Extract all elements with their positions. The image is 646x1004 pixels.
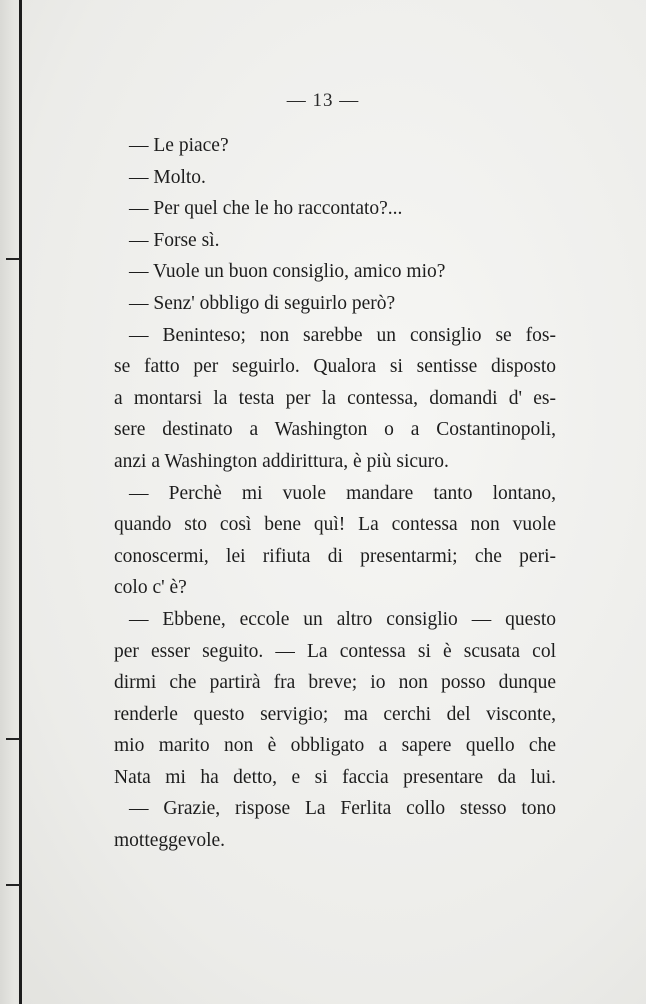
text-line: — Forse sì. [129,229,220,251]
text-line: — Grazie, rispose La Ferlita collo stesso tono [129,798,556,820]
text-line: Nata mi ha detto, e si faccia presentare da lui. [114,766,556,788]
text-line: conoscermi, lei rifiuta di presentarmi; che peri- [114,545,556,567]
text-line: — Senz' obbligo di seguirlo però? [129,292,396,314]
text-line: renderle questo servigio; ma cerchi del visconte, [114,703,556,725]
text-line: — Beninteso; non sarebbe un consiglio se fos- [129,324,556,346]
text-line: — Vuole un buon consiglio, amico mio? [129,261,446,283]
text-line: motteggevole. [114,830,226,852]
text-line: colo c' è? [114,577,187,599]
text-line: — Per quel che le ho raccontato?... [129,198,403,220]
text-line: mio marito non è obbligato a sapere quello che [114,735,556,757]
text-line: quando sto così bene quì! La contessa non vuole [114,514,556,536]
text-line: — Ebbene, eccole un altro consiglio — questo [129,608,556,630]
text-line: — Molto. [129,166,206,188]
text-line: dirmi che partirà fra breve; io non posso dunque [114,672,556,694]
body-text [114,130,556,857]
binding-mark [6,884,20,886]
text-line: per esser seguito. — La contessa si è scusata col [114,640,556,662]
text-line: — Le piace? [129,135,229,156]
binding-mark [6,258,20,260]
text-line: sere destinato a Washington o a Costantinopoli, [114,419,556,441]
page-number: — 13 — [286,90,360,111]
text-line: — Perchè mi vuole mandare tanto lontano, [129,482,556,504]
binding-mark [6,738,20,740]
text-line: se fatto per seguirlo. Qualora si sentisse disposto [114,356,556,378]
binding-line [19,0,22,1004]
text-line: a montarsi la testa per la contessa, domandi d' es- [114,387,556,409]
text-line: anzi a Washington addirittura, è più sicuro. [114,450,449,472]
